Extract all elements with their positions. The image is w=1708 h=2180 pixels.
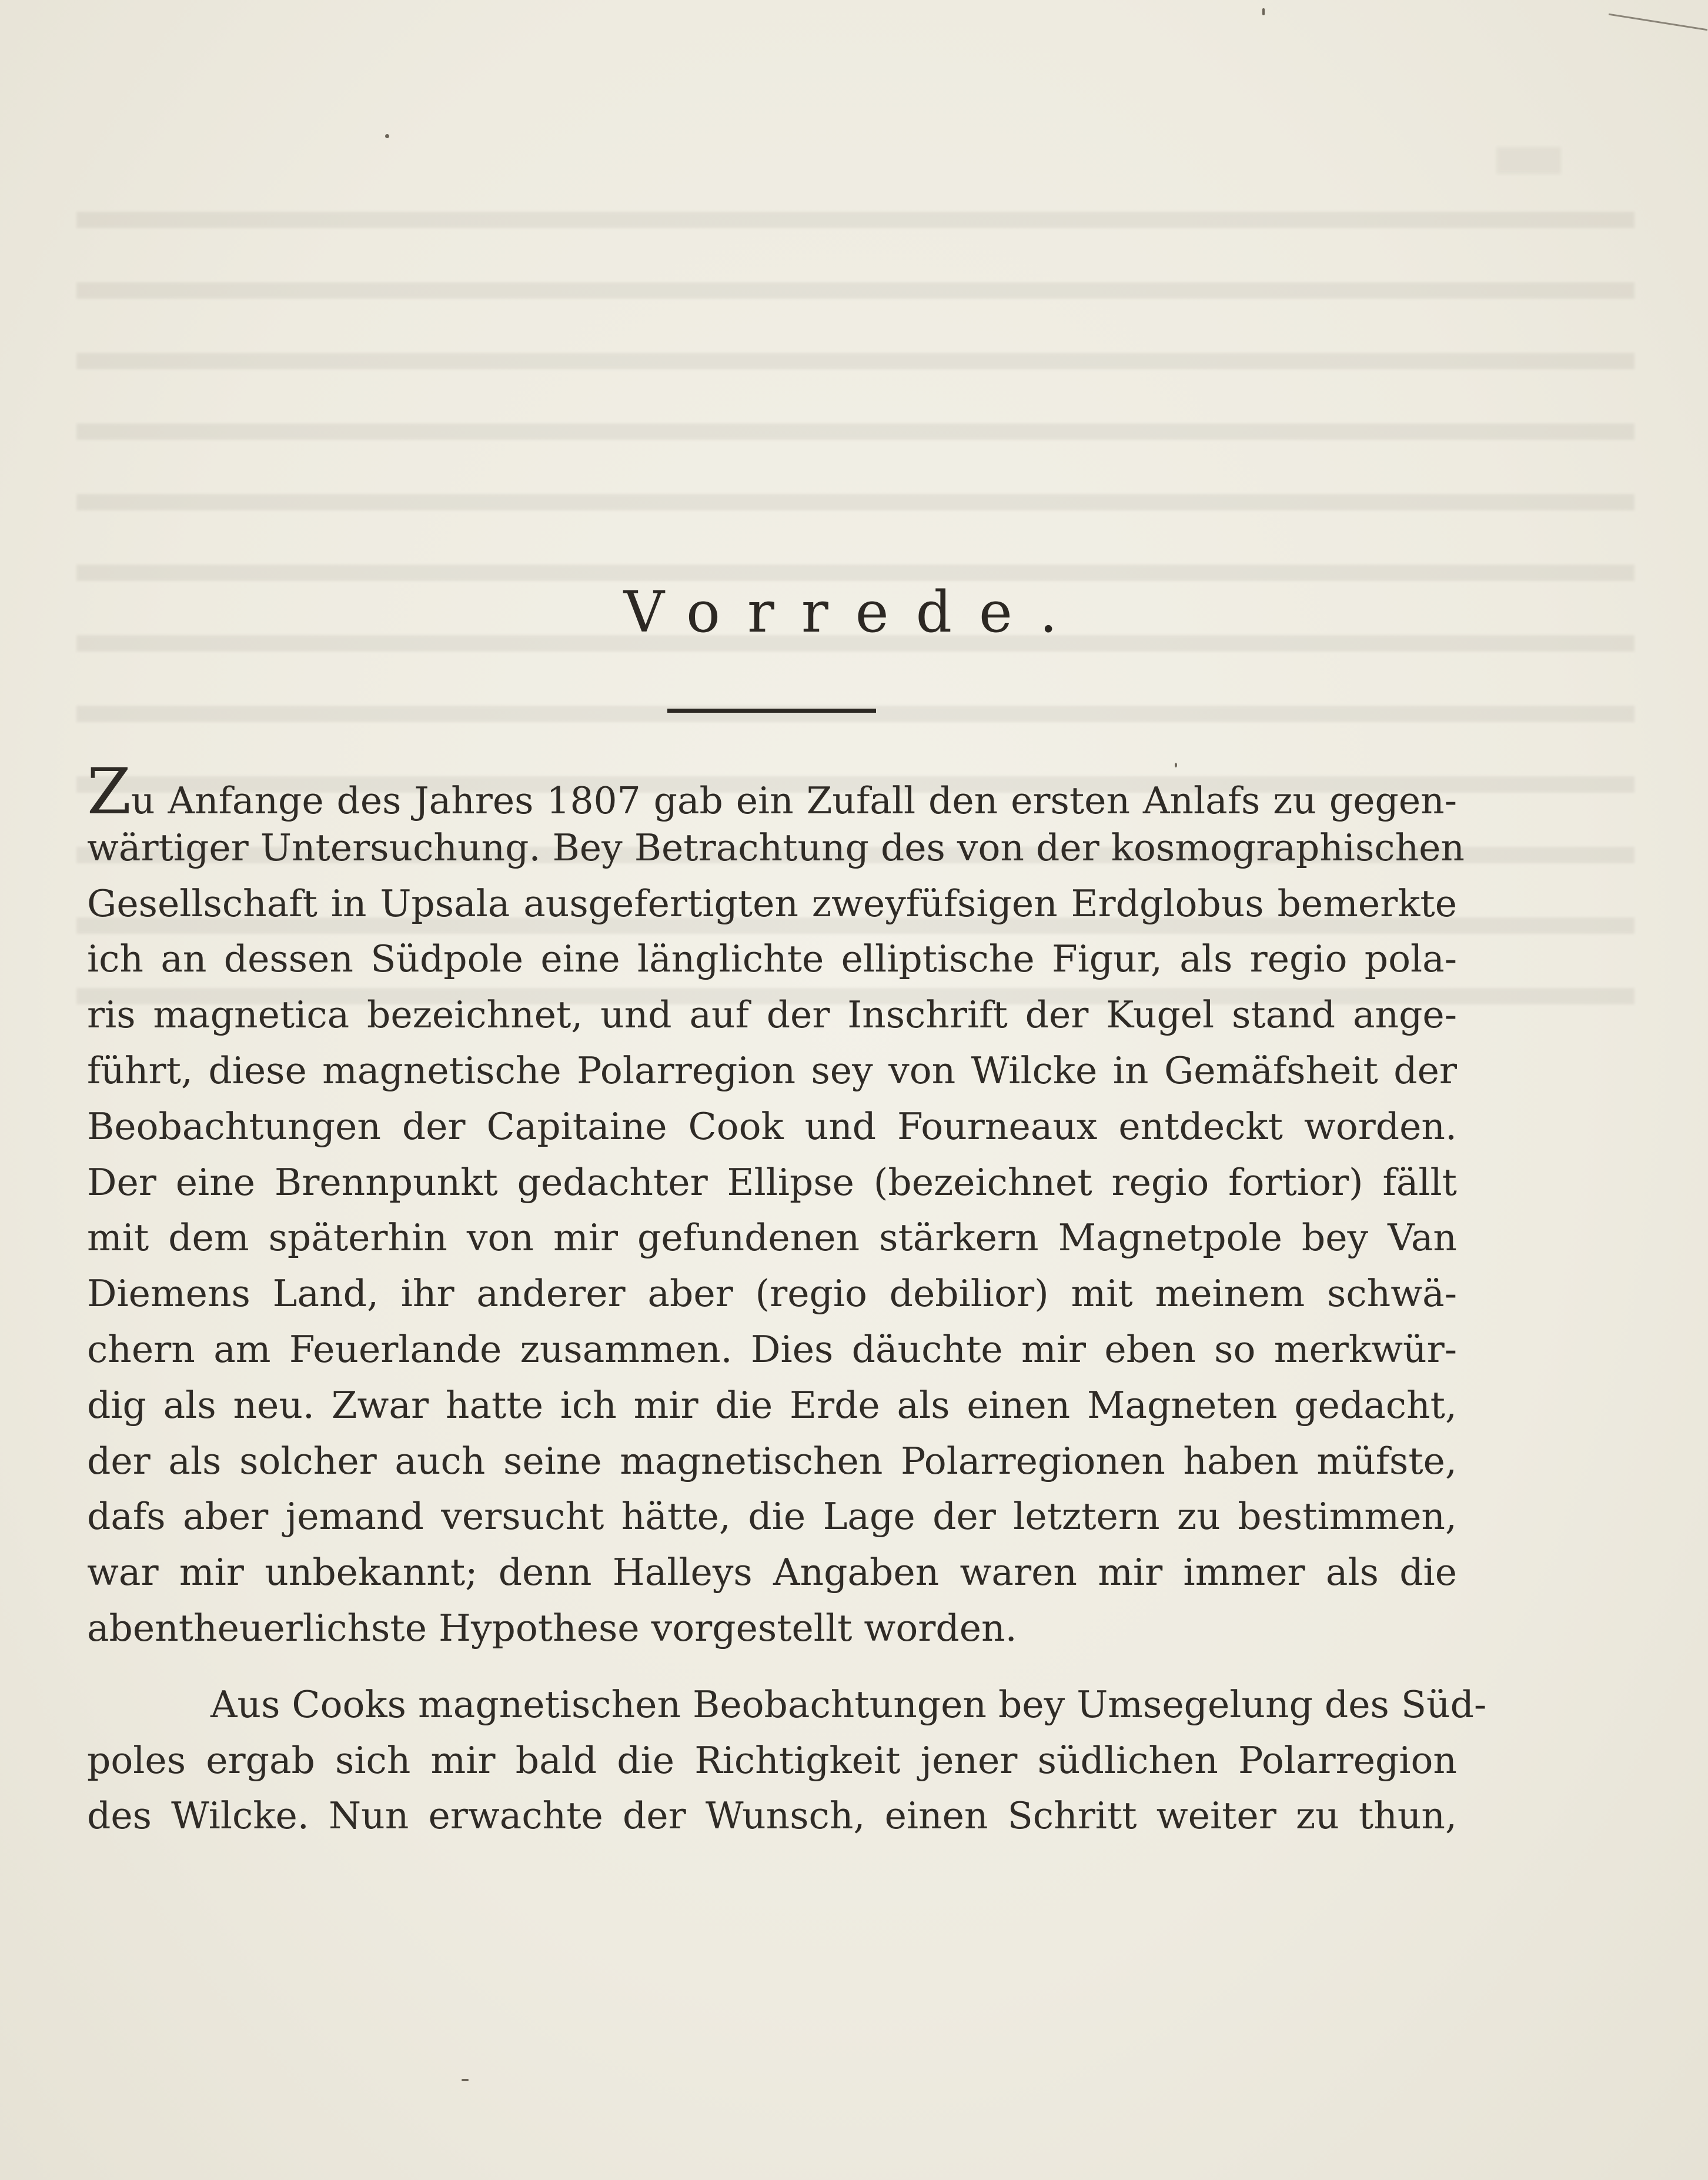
text-line: der als solcher auch seine magnetischen Polarregionen haben müfste, xyxy=(87,1439,1457,1483)
text-line: Zu Anfange des Jahres 1807 gab ein Zufall den ersten Anlafs zu gegen- xyxy=(87,755,1457,829)
text-line: chern am Feuerlande zusammen. Dies däuchte mir eben so merkwür- xyxy=(87,1327,1457,1371)
bleed-through-page-number xyxy=(1496,147,1561,174)
text-line: mit dem späterhin von mir gefundenen stärkern Magnetpole bey Van xyxy=(87,1216,1457,1260)
text-line: dafs aber jemand versucht hätte, die Lage der letztern zu bestimmen, xyxy=(87,1495,1457,1538)
text-line: führt, diese magnetische Polarregion sey von Wilcke in Gemäfsheit der xyxy=(87,1049,1457,1092)
text-line: war mir unbekannt; denn Halleys Angaben waren mir immer als die xyxy=(87,1551,1457,1594)
drop-cap: Z xyxy=(87,755,132,829)
text-line: Der eine Brennpunkt gedachter Ellipse (bezeichnet regio fortior) fällt xyxy=(87,1160,1457,1204)
page-edge-mark xyxy=(1609,14,1707,31)
paper-speck xyxy=(385,134,389,138)
text-line: des Wilcke. Nun erwachte der Wunsch, einen Schritt weiter zu thun, xyxy=(87,1794,1457,1838)
text-line: poles ergab sich mir bald die Richtigkeit jener südlichen Polarregion xyxy=(87,1738,1457,1782)
paper-speck xyxy=(1262,8,1265,15)
text-line: Aus Cooks magnetischen Beobachtungen bey Umsegelung des Süd- xyxy=(210,1682,1487,1726)
text-line: ich an dessen Südpole eine länglichte elliptische Figur, als regio pola- xyxy=(87,937,1457,981)
body-text xyxy=(87,755,1487,1844)
text-line: wärtiger Untersuchung. Bey Betrachtung des von der kosmographischen xyxy=(87,826,1465,869)
paper-speck xyxy=(462,2079,469,2081)
text-line: abentheuerlichste Hypothese vorgestellt worden. xyxy=(87,1606,1017,1650)
chapter-title: Vorrede. xyxy=(623,579,1085,645)
text-line: Diemens Land, ihr anderer aber (regio debilior) mit meinem schwä- xyxy=(87,1272,1457,1316)
text-line: Beobachtungen der Capitaine Cook und Fourneaux entdeckt worden. xyxy=(87,1104,1457,1148)
title-rule xyxy=(667,709,876,713)
text-line: ris magnetica bezeichnet, und auf der Inschrift der Kugel stand ange- xyxy=(87,993,1457,1037)
text-line: Gesellschaft in Upsala ausgefertigten zweyfüfsigen Erdglobus bemerkte xyxy=(87,882,1457,925)
text-line: dig als neu. Zwar hatte ich mir die Erde als einen Magneten gedacht, xyxy=(87,1383,1457,1427)
